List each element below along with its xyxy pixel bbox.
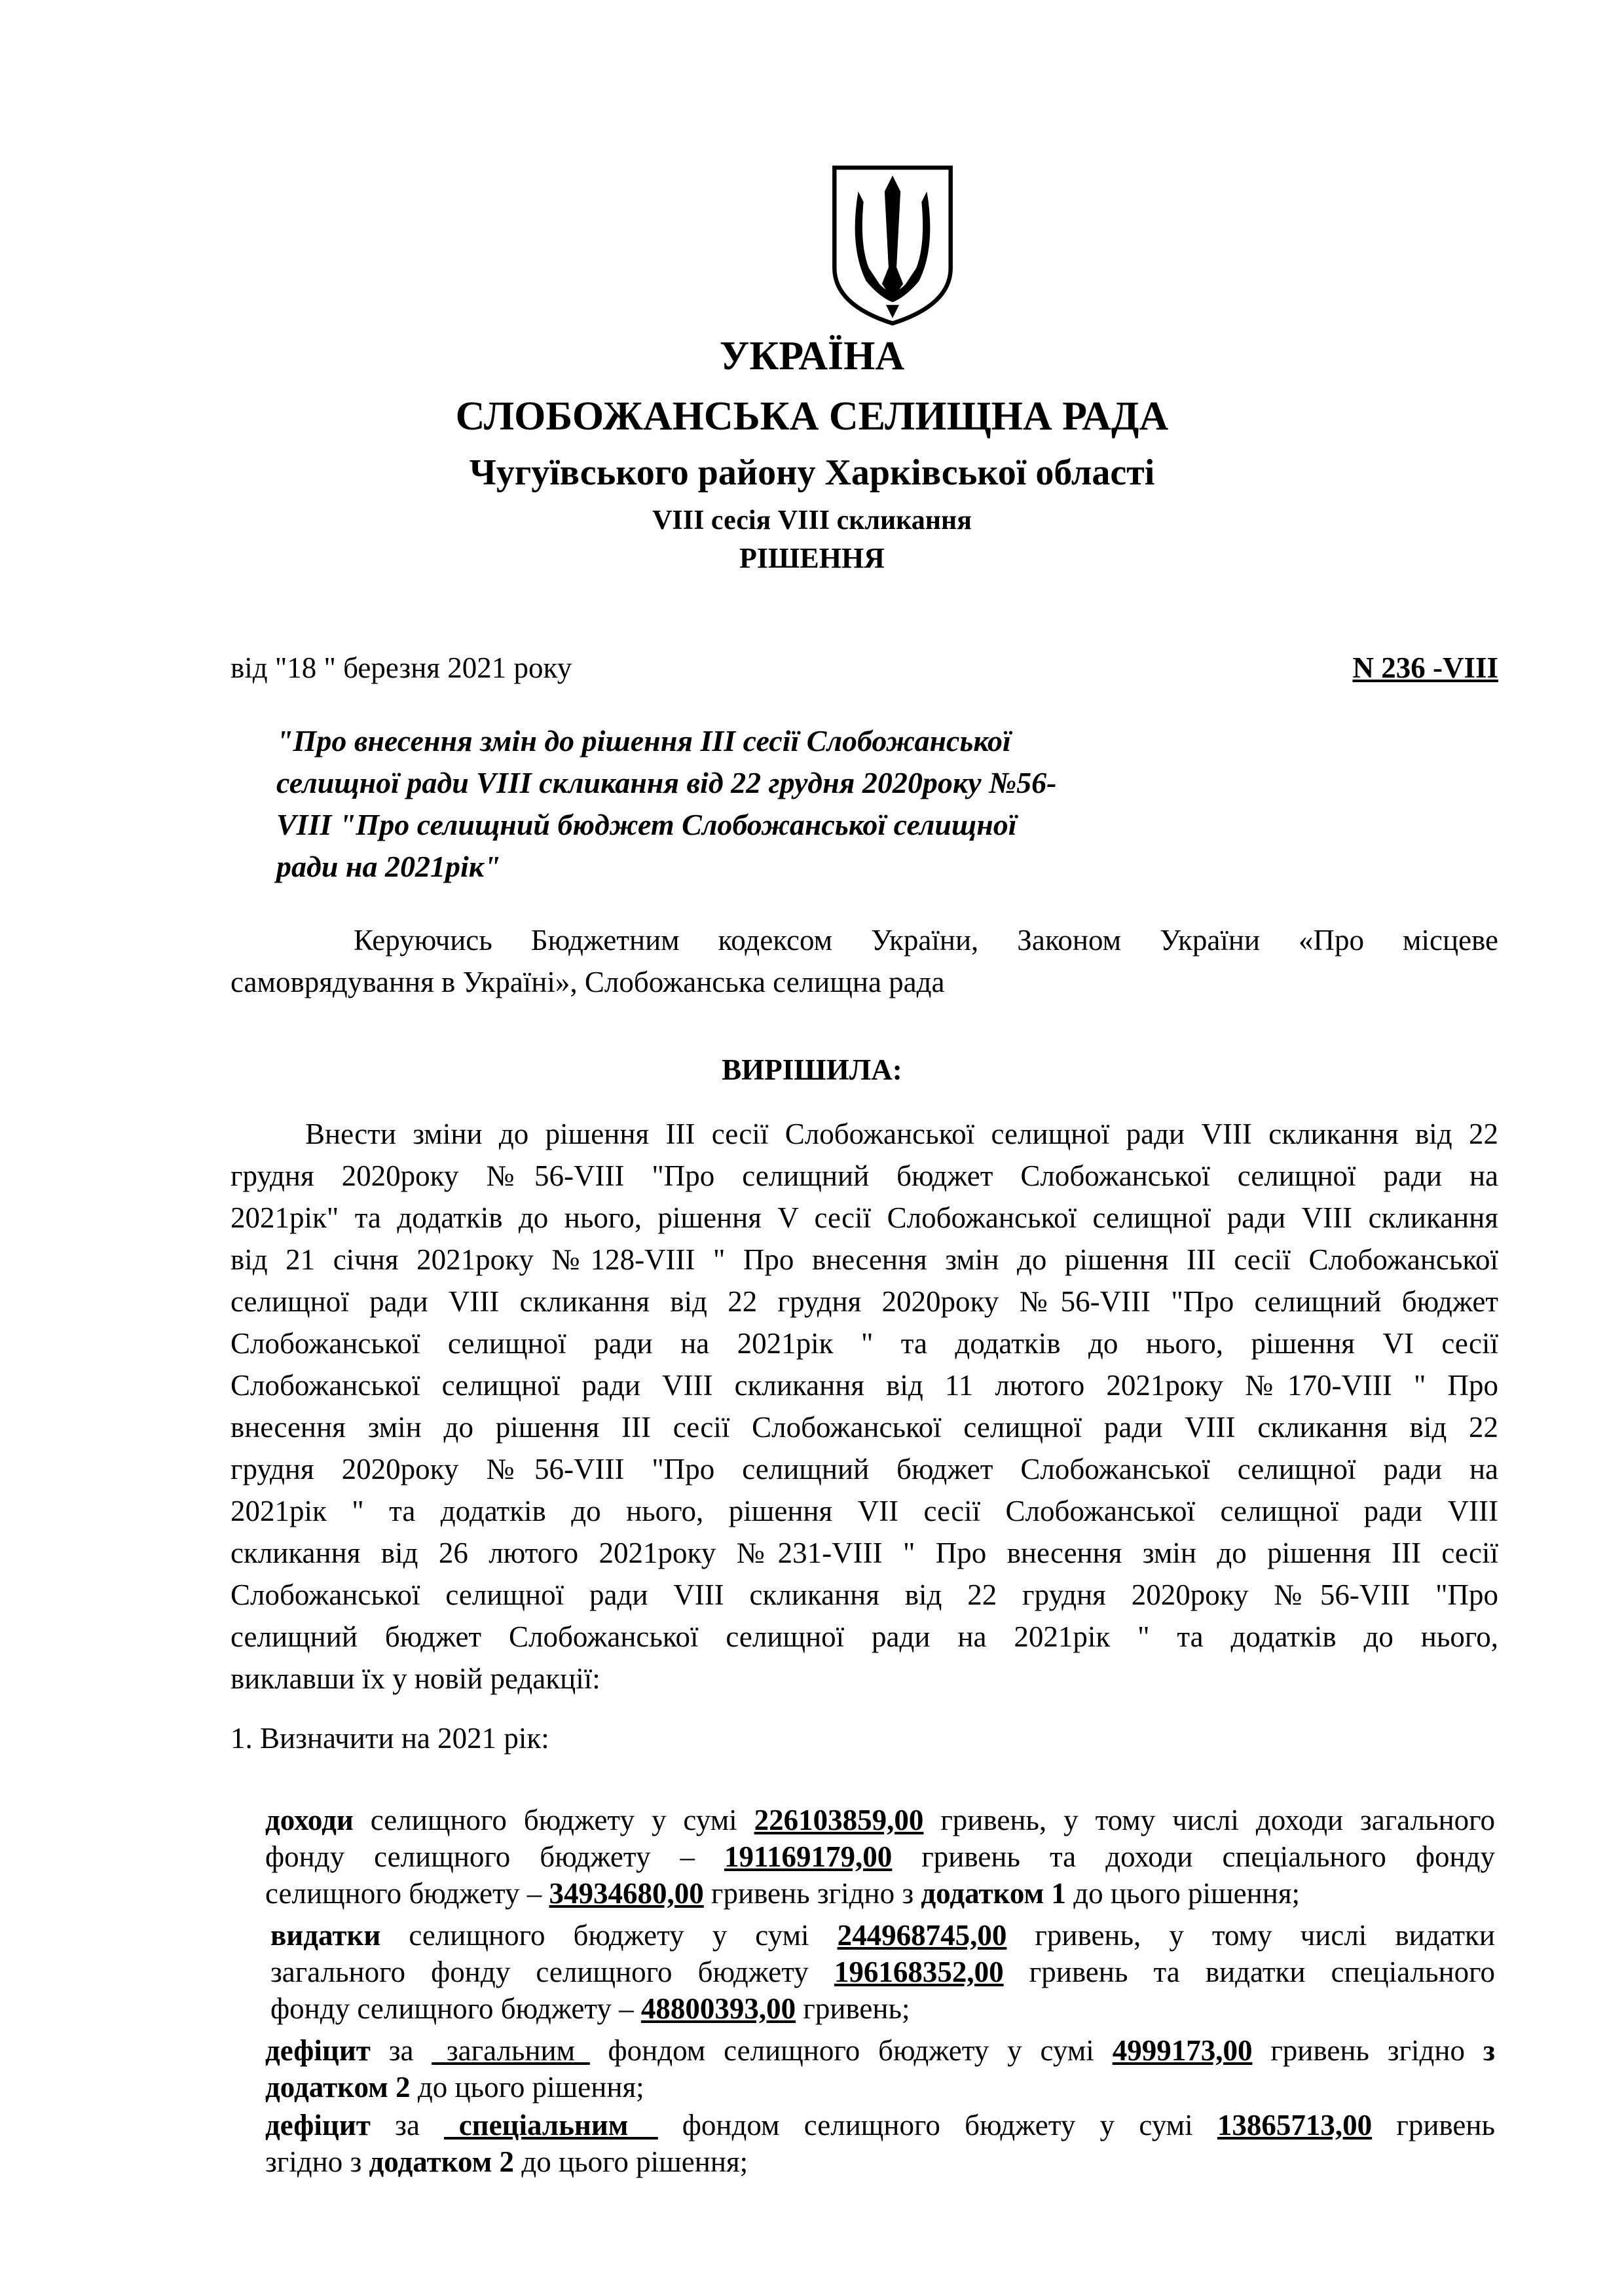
preamble-line: самоврядування в Україні», Слобожанська селищна рада	[231, 966, 945, 998]
body-line: Внести зміни до рішення ІІІ сесії Слобожанської селищної ради VIII скликання від 22	[305, 1118, 1498, 1150]
deficit-special-amount: 13865713,00	[1217, 2109, 1373, 2141]
document-type-heading: РІШЕННЯ	[739, 542, 885, 574]
title-line: "Про внесення змін до рішення ІІІ сесії Слобожанської	[276, 724, 1011, 757]
income-line-2: фонду селищного бюджету – 191169179,00 гривень та доходи спеціального фонду	[265, 1840, 1495, 1873]
body-line: грудня 2020року №56-VIII "Про селищний бюджет Слобожанської селищної ради на	[231, 1453, 1498, 1485]
body-line: грудня 2020року №56-VIII "Про селищний бюджет Слобожанської селищної ради на	[231, 1159, 1498, 1192]
decided-heading: ВИРІШИЛА:	[722, 1053, 902, 1086]
deficit-special-fund: _спеціальним__	[444, 2109, 658, 2141]
body-line: внесення змін до рішення ІІІ сесії Слобожанської селищної ради VIII скликання від 22	[231, 1411, 1498, 1444]
expenses-line-2: загального фонду селищного бюджету 196168352,00 гривень та видатки спеціального	[270, 1956, 1495, 1988]
body-line: від 21 січня 2021року №128-VIII " Про внесення змін до рішення ІІІ сесії Слобожанської	[231, 1243, 1498, 1276]
deficit-general-amount: 4999173,00	[1112, 2034, 1253, 2067]
body-line: скликання від 26 лютого 2021року №231-VIII " Про внесення змін до рішення ІІІ сесії	[231, 1537, 1498, 1569]
session-heading: VIII сесія VIII скликання	[652, 505, 972, 536]
income-line-3: селищного бюджету – 34934680,00 гривень згідно з додатком 1 до цього рішення;	[265, 1877, 1301, 1910]
expenses-total: 244968745,00	[837, 1919, 1007, 1952]
income-total: 226103859,00	[754, 1804, 924, 1836]
body-line: виклавши їх у новій редакції:	[231, 1662, 600, 1695]
expenses-line-1: видатки селищного бюджету у сумі 244968745,00 гривень, у тому числі видатки	[270, 1919, 1495, 1952]
body-line: селищної ради VIII скликання від 22 грудня 2020року №56-VIII "Про селищний бюджет	[231, 1285, 1498, 1318]
body-line: Слобожанської селищної ради на 2021рік " та додатків до нього, рішення VI сесії	[231, 1327, 1498, 1360]
date-number-row	[231, 651, 1498, 685]
title-line: селищної ради VIII скликання від 22 грудня 2020року №56-	[276, 766, 1057, 799]
deficit-general-label: дефіцит	[265, 2034, 371, 2067]
body-line: 2021рік " та додатків до нього, рішення VII сесії Слобожанської селищної ради VIII	[231, 1495, 1498, 1527]
income-general-fund: 191169179,00	[724, 1840, 893, 1873]
expenses-general-fund: 196168352,00	[834, 1956, 1004, 1988]
item-1-heading: 1. Визначити на 2021 рік:	[231, 1722, 549, 1755]
preamble-line: Керуючись Бюджетним кодексом України, Законом України «Про місцеве	[354, 924, 1498, 957]
district-heading: Чугуївського району Харківської області	[469, 452, 1155, 493]
body-line: 2021рік" та додатків до нього, рішення V сесії Слобожанської селищної ради VIII скликання	[231, 1201, 1498, 1234]
trident-emblem-icon	[826, 162, 959, 329]
title-line: VIII "Про селищний бюджет Слобожанської селищної	[276, 808, 1017, 841]
body-line: селищний бюджет Слобожанської селищної ради на 2021рік " та додатків до нього,	[231, 1620, 1498, 1653]
expenses-label: видатки	[270, 1919, 381, 1952]
deficit-special-annex: додатком 2	[369, 2145, 515, 2178]
expenses-special-fund: 48800393,00	[640, 1992, 796, 2025]
income-special-fund: 34934680,00	[549, 1877, 704, 1910]
income-annex: додатком 1	[921, 1877, 1066, 1910]
country-heading: УКРАЇНА	[719, 334, 905, 378]
body-line: Слобожанської селищної ради VIII скликання від 22 грудня 2020року №56-VIII "Про	[231, 1578, 1498, 1611]
decision-title	[276, 720, 1147, 888]
title-line: ради на 2021рік"	[276, 850, 501, 883]
income-label: доходи	[265, 1804, 354, 1836]
deficit-general-line-1: дефіцит за _загальним_ фондом селищного бюджету у сумі 4999173,00 гривень згідно з	[265, 2034, 1495, 2067]
body-line: Слобожанської селищної ради VIII скликання від 11 лютого 2021року №170-VIII " Про	[231, 1369, 1498, 1402]
income-line-1: доходи селищного бюджету у сумі 226103859,00 гривень, у тому числі доходи загального	[265, 1804, 1495, 1836]
deficit-general-line-2: додатком 2 до цього рішення;	[265, 2071, 644, 2104]
decision-number: N 236 -VIII	[1352, 651, 1498, 684]
deficit-special-label: дефіцит	[265, 2109, 371, 2141]
expenses-line-3: фонду селищного бюджету – 48800393,00 гривень;	[270, 1992, 910, 2025]
deficit-general-fund: _загальним_	[432, 2034, 590, 2067]
deficit-special-line-1: дефіцит за _спеціальним__ фондом селищного бюджету у сумі 13865713,00 гривень	[265, 2109, 1495, 2141]
decision-date: від "18 " березня 2021 року	[231, 651, 572, 684]
deficit-general-annex: додатком 2	[265, 2071, 411, 2104]
council-heading: СЛОБОЖАНСЬКА СЕЛИЩНА РАДА	[455, 394, 1169, 439]
deficit-special-line-2: згідно з додатком 2 до цього рішення;	[265, 2145, 748, 2178]
